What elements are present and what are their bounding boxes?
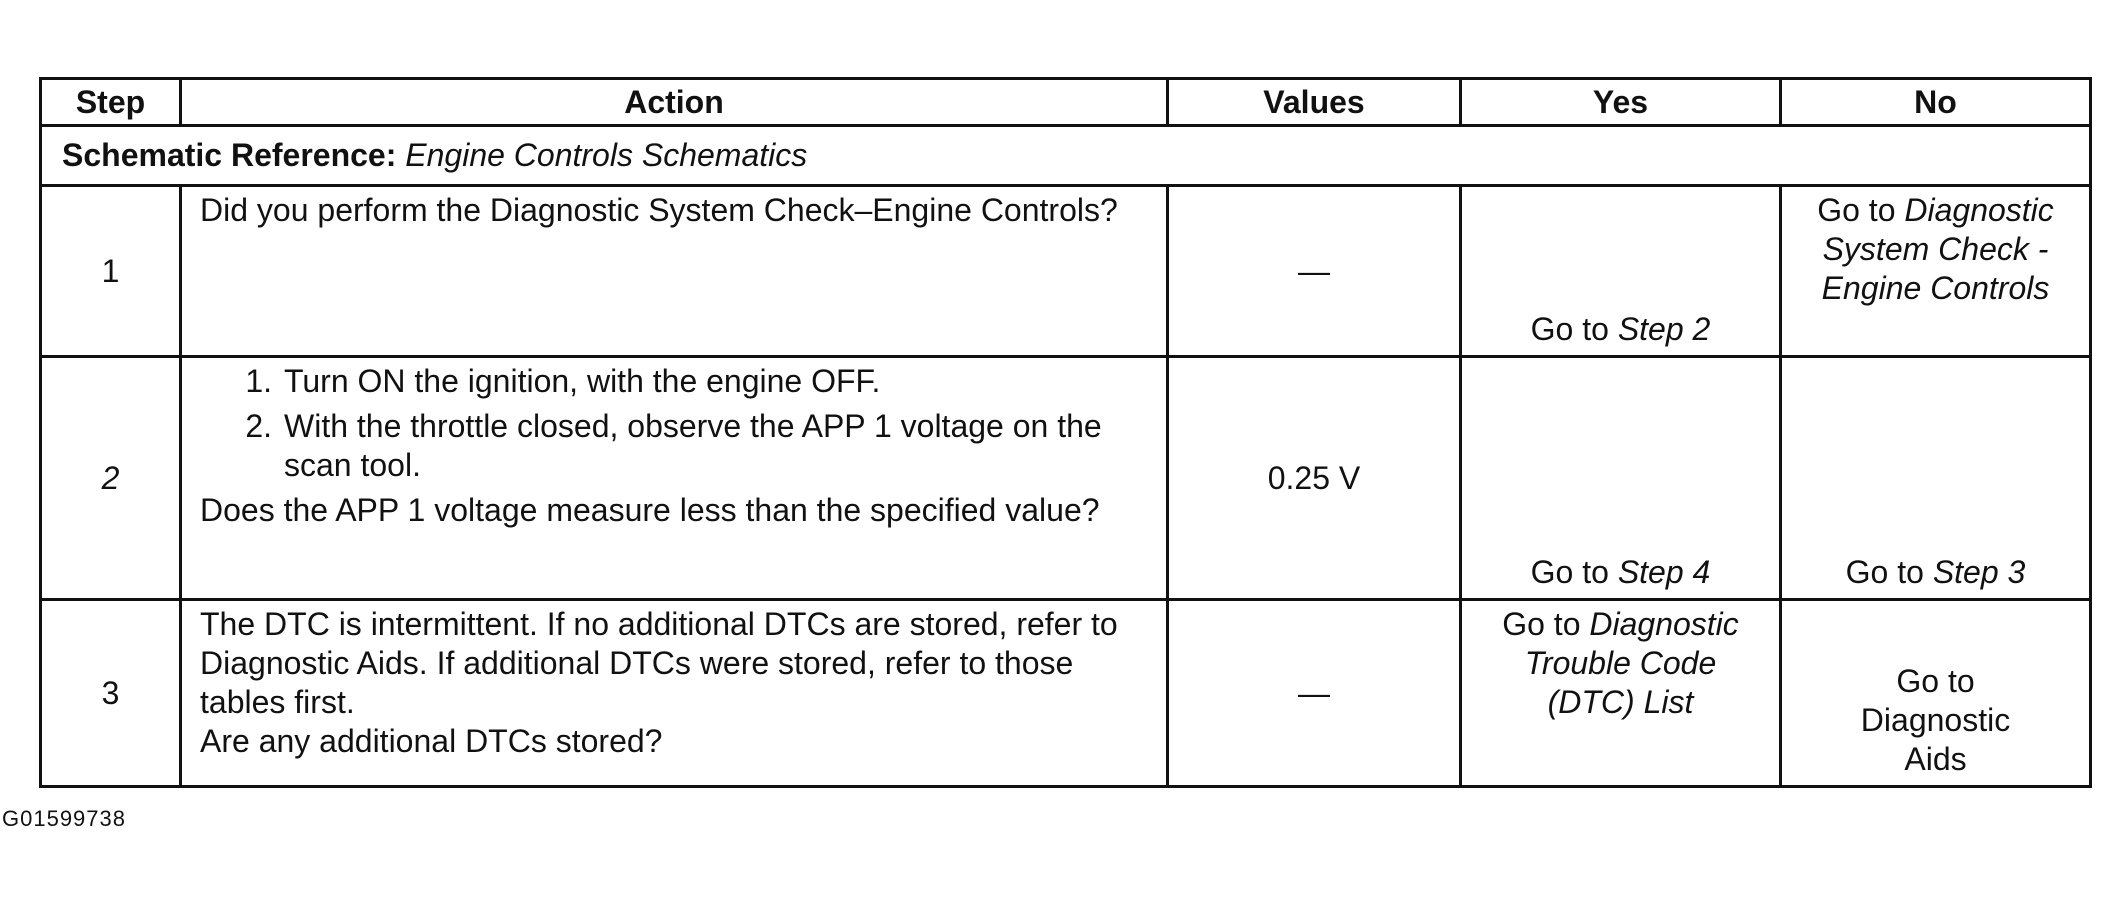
yes-cell	[1461, 600, 1781, 787]
list-item-number: 2.	[245, 408, 272, 444]
table-row	[41, 600, 2091, 787]
step-number: 1	[41, 186, 181, 357]
action-question: Are any additional DTCs stored?	[200, 723, 663, 759]
yes-link[interactable]	[1468, 605, 1773, 722]
no-cell	[1781, 357, 2091, 600]
no-prefix: Go to	[1845, 554, 1933, 590]
no-prefix: Go to	[1817, 192, 1905, 228]
no-cell	[1781, 600, 2091, 787]
table-row	[41, 186, 2091, 357]
diagnostic-table	[39, 77, 2092, 788]
action-cell	[181, 357, 1168, 600]
no-link[interactable]	[1788, 191, 2083, 308]
yes-target: Diagnostic Trouble Code (DTC) List	[1524, 606, 1739, 720]
reference-label: Schematic Reference:	[62, 137, 397, 173]
step-number: 2	[41, 357, 181, 600]
yes-target: Step 2	[1617, 311, 1711, 347]
no-target: Step 3	[1932, 554, 2026, 590]
yes-link[interactable]	[1468, 553, 1773, 592]
yes-link[interactable]	[1468, 310, 1773, 349]
yes-cell	[1461, 186, 1781, 357]
header-values: Values	[1168, 79, 1461, 126]
table-row	[41, 357, 2091, 600]
action-cell	[181, 600, 1168, 787]
yes-target: Step 4	[1617, 554, 1711, 590]
no-link[interactable]: Go to Diagnostic Aids	[1860, 663, 2011, 777]
value-cell: —	[1168, 186, 1461, 357]
step-number: 3	[41, 600, 181, 787]
action-steps-list	[200, 362, 1154, 485]
yes-prefix: Go to	[1530, 311, 1618, 347]
header-step: Step	[41, 79, 181, 126]
header-action: Action	[181, 79, 1168, 126]
list-item-text: With the throttle closed, observe the APP 1 voltage on the scan tool.	[284, 408, 1102, 483]
reference-row	[41, 126, 2091, 186]
header-yes: Yes	[1461, 79, 1781, 126]
header-row	[41, 79, 2091, 126]
figure-id: G01599738	[2, 806, 126, 831]
yes-prefix: Go to	[1530, 554, 1618, 590]
reference-link[interactable]: Engine Controls Schematics	[405, 137, 808, 173]
yes-prefix: Go to	[1502, 606, 1590, 642]
list-item-number: 1.	[245, 363, 272, 399]
value-cell: —	[1168, 600, 1461, 787]
value-cell: 0.25 V	[1168, 357, 1461, 600]
list-item	[200, 362, 1154, 401]
no-cell	[1781, 186, 2091, 357]
no-link[interactable]	[1788, 553, 2083, 592]
yes-cell	[1461, 357, 1781, 600]
schematic-reference	[41, 126, 2091, 186]
no-target: Diagnostic System Check - Engine Controls	[1821, 192, 2054, 306]
list-item-text: Turn ON the ignition, with the engine OFF.	[284, 363, 881, 399]
action-cell	[181, 186, 1168, 357]
action-text: The DTC is intermittent. If no additional DTCs are stored, refer to Diagnostic Aids. If additional DTCs were stored, refer to those tables first.	[200, 606, 1118, 720]
action-text: Did you perform the Diagnostic System Check–Engine Controls?	[200, 192, 1118, 228]
list-item	[200, 407, 1154, 485]
header-no: No	[1781, 79, 2091, 126]
action-question: Does the APP 1 voltage measure less than the specified value?	[200, 492, 1100, 528]
